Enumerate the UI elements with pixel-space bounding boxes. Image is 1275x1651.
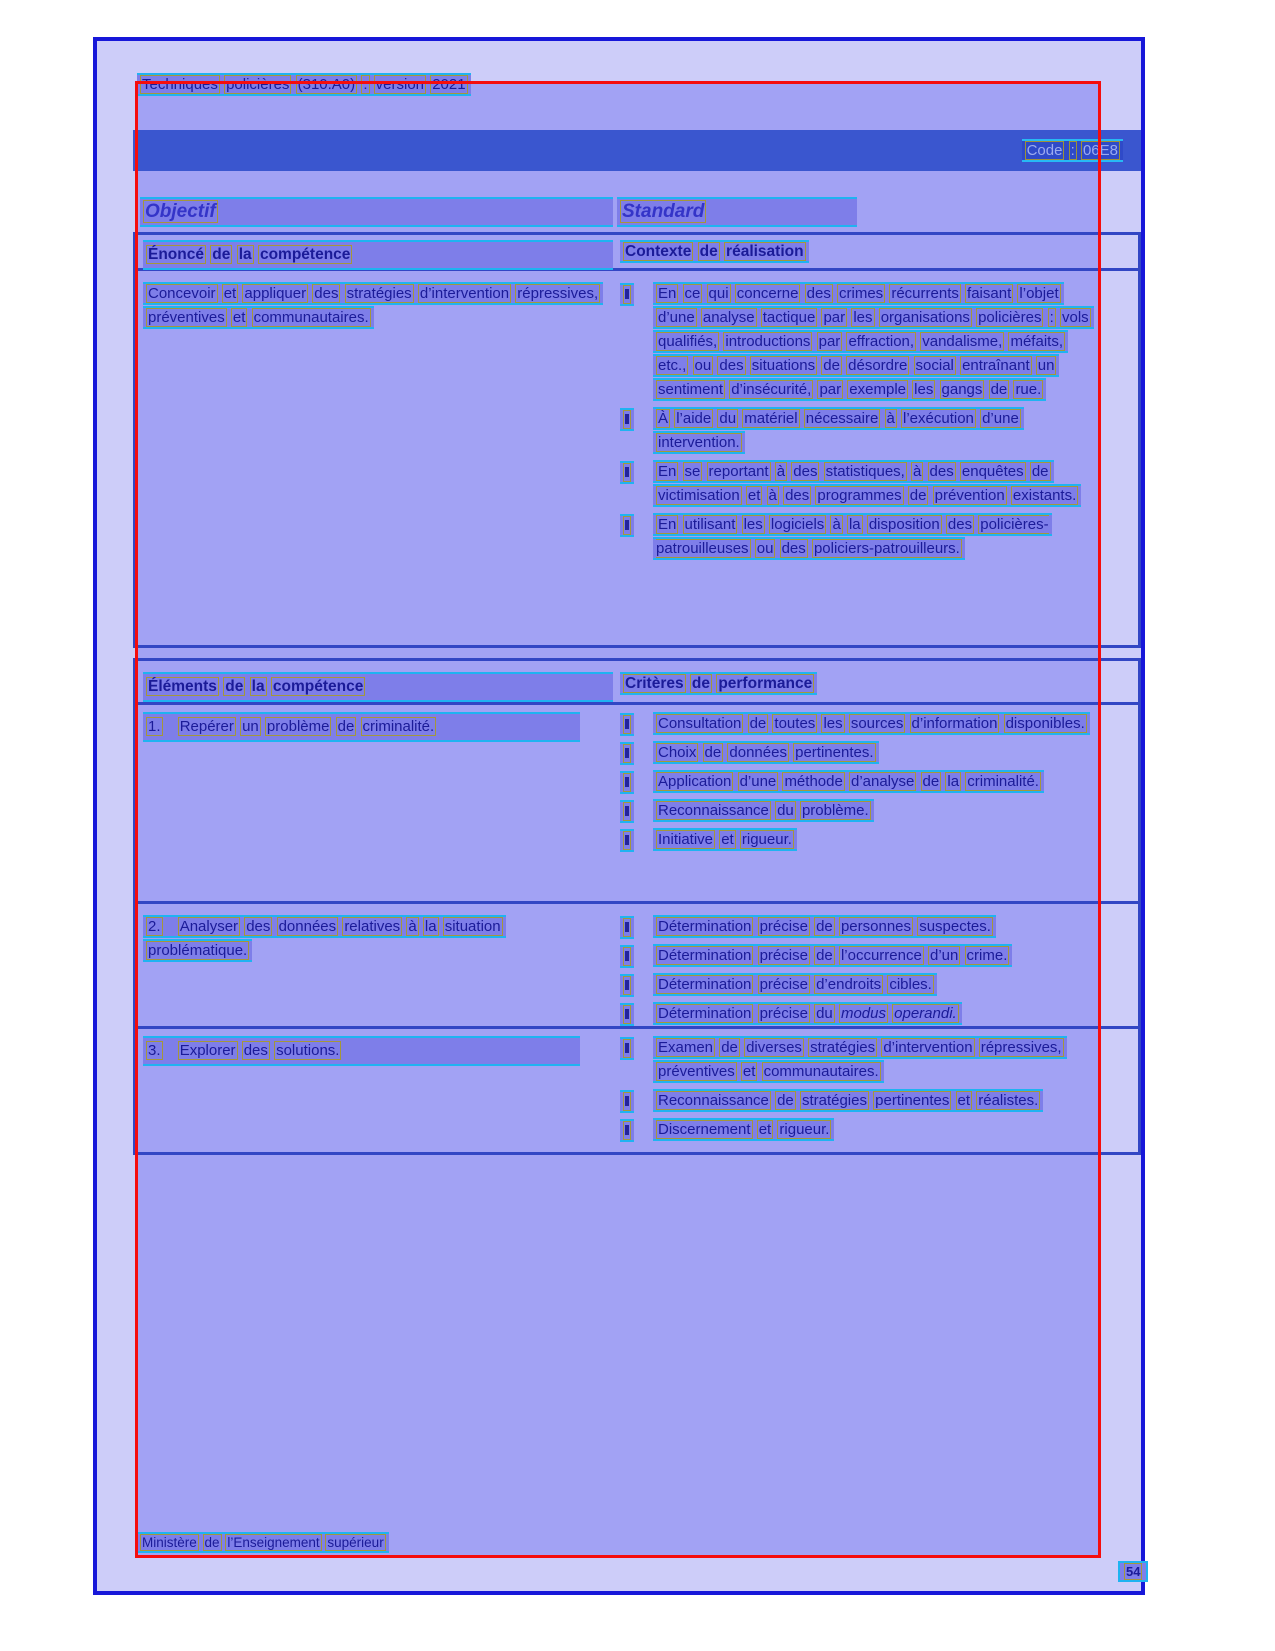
text-line-highlight xyxy=(653,973,937,996)
word-box: intervention. xyxy=(658,434,740,451)
word-box: se xyxy=(684,463,701,480)
element-2 xyxy=(143,904,611,963)
word-box: par xyxy=(818,333,841,350)
text-line-highlight xyxy=(143,240,613,270)
heading-objectif xyxy=(140,197,613,227)
word-box: et xyxy=(747,487,761,504)
item-number: 2. xyxy=(148,918,161,935)
word-box: stratégies xyxy=(810,1039,876,1056)
word-box: stratégies xyxy=(801,1092,867,1109)
word-box: de xyxy=(777,1092,794,1109)
word-box: Explorer xyxy=(179,1042,236,1059)
word-box: de xyxy=(749,715,767,732)
word-box: toutes xyxy=(774,715,816,732)
word-box: méfaits, xyxy=(1010,333,1063,350)
word-box: d’un xyxy=(930,947,959,964)
word-box: des xyxy=(947,516,973,533)
bullet-icon xyxy=(620,771,634,795)
word-box: sentiment xyxy=(658,381,724,398)
word-box: des xyxy=(793,463,818,480)
word-box: Analyser xyxy=(179,918,239,935)
word-box: crime. xyxy=(966,947,1008,964)
word-box: criminalité. xyxy=(967,773,1039,790)
bullet-icon xyxy=(620,713,634,737)
word-box: performance xyxy=(718,675,813,692)
bullet-item xyxy=(620,460,1095,508)
bullet-icon xyxy=(620,283,634,307)
word-box: la xyxy=(947,773,960,790)
word-box: qualifiés, xyxy=(658,333,718,350)
word-box: des xyxy=(246,918,271,935)
word-box: Contexte xyxy=(625,243,692,260)
text-line-highlight xyxy=(137,73,471,96)
word-box: à xyxy=(768,487,777,504)
word-box: concerne xyxy=(736,285,799,302)
word-box: stratégies xyxy=(346,285,412,302)
word-box: de xyxy=(816,918,833,935)
text-line-highlight xyxy=(143,672,613,702)
bullet-item xyxy=(620,770,1095,794)
word-box: répressives, xyxy=(517,285,599,302)
word-box: d’intervention xyxy=(419,285,510,302)
text-line-highlight xyxy=(653,712,1090,735)
word-box: de xyxy=(212,246,231,263)
word-box: les xyxy=(743,516,763,533)
word-box: enquêtes xyxy=(961,463,1024,480)
header-criteres xyxy=(620,672,817,696)
word-box: modus xyxy=(840,1005,886,1022)
word-box: rigueur. xyxy=(779,1121,830,1138)
word-box: compétence xyxy=(259,246,351,263)
word-box: un xyxy=(242,718,259,735)
word-box: supérieur xyxy=(327,1535,384,1550)
word-box: de xyxy=(922,773,940,790)
text-line-highlight xyxy=(653,513,1052,560)
bullet-item xyxy=(620,944,1095,968)
word-box: : xyxy=(363,76,368,93)
word-box: : xyxy=(1070,141,1075,159)
bullet-icon xyxy=(620,974,634,998)
item-number: 1. xyxy=(148,718,161,735)
word-box: ou xyxy=(756,540,774,557)
bullet-item xyxy=(620,407,1095,455)
word-box: du xyxy=(816,1005,833,1022)
word-box: de xyxy=(1031,463,1049,480)
word-box: analyse xyxy=(702,309,755,326)
criteria-3 xyxy=(620,1029,1095,1147)
word-box: exemple xyxy=(849,381,906,398)
text-line-highlight xyxy=(617,197,857,227)
word-box: entraînant xyxy=(962,357,1030,374)
table2-header-row xyxy=(136,661,1138,705)
word-box: à xyxy=(408,918,417,935)
bullet-icon xyxy=(620,1119,634,1143)
bullet-item xyxy=(620,1002,1095,1026)
word-box: Examen xyxy=(658,1039,714,1056)
text-line-highlight xyxy=(1022,139,1123,162)
word-box: données xyxy=(278,918,337,935)
table-row xyxy=(136,901,1138,1026)
word-box: Reconnaissance xyxy=(658,1092,769,1109)
text-line-highlight xyxy=(653,282,1094,401)
word-box: sources xyxy=(850,715,904,732)
word-box: réalistes. xyxy=(978,1092,1039,1109)
text-line-highlight xyxy=(653,741,879,764)
word-box: et xyxy=(223,285,237,302)
word-box: operandi. xyxy=(894,1005,957,1022)
word-box: utilisant xyxy=(684,516,736,533)
title-bar xyxy=(133,130,1141,171)
word-box: l’occurrence xyxy=(840,947,922,964)
word-box: 2021 xyxy=(432,76,466,93)
bullet-icon xyxy=(620,461,634,485)
word-box: de xyxy=(204,1535,220,1550)
word-box: et xyxy=(232,309,246,326)
bullet-item xyxy=(620,712,1095,736)
word-box: à xyxy=(776,463,786,480)
word-box: vols xyxy=(1061,309,1089,326)
word-box: disposition xyxy=(868,516,940,533)
word-box: policières-patrouilleuses xyxy=(656,516,1049,557)
text-line-highlight xyxy=(653,407,1024,454)
word-box: des xyxy=(806,285,831,302)
word-box: des xyxy=(785,487,810,504)
page-number xyxy=(1118,1560,1148,1584)
text-line-highlight xyxy=(653,799,874,822)
word-box: Application xyxy=(658,773,732,790)
bullet-item xyxy=(620,1118,1095,1142)
word-box: la xyxy=(238,246,252,263)
word-box: Énoncé xyxy=(148,246,204,263)
word-box: pertinentes. xyxy=(795,744,874,761)
word-box: du xyxy=(777,802,794,819)
word-box: diverses xyxy=(746,1039,802,1056)
word-box: à xyxy=(913,463,922,480)
word-box: reportant xyxy=(708,463,769,480)
word-box: d’intervention xyxy=(883,1039,973,1056)
criteria-1 xyxy=(620,705,1095,857)
word-box: et xyxy=(957,1092,971,1109)
word-box: situations xyxy=(751,357,816,374)
word-box: d’une xyxy=(658,309,695,326)
table-elements-criteres xyxy=(133,658,1141,1155)
word-box: suspectes. xyxy=(919,918,991,935)
word-box: Détermination xyxy=(658,947,752,964)
element-1 xyxy=(143,705,611,742)
word-box: du xyxy=(719,410,737,427)
text-line-highlight xyxy=(143,915,506,962)
word-box: l’aide xyxy=(676,410,712,427)
word-box: Éléments xyxy=(148,678,217,695)
word-box: désordre xyxy=(848,357,908,374)
word-box: 06E8 xyxy=(1082,141,1118,159)
word-box: Critères xyxy=(625,675,684,692)
text-line-highlight xyxy=(137,1532,389,1553)
word-box: d’une xyxy=(982,410,1019,427)
text-line-highlight xyxy=(143,712,580,742)
word-box: version xyxy=(375,76,425,93)
word-box: policiers-patrouilleurs. xyxy=(813,540,960,557)
doc-title xyxy=(137,73,471,97)
word-box: récurrents xyxy=(891,285,959,302)
bullet-icon xyxy=(620,1037,634,1061)
word-box: relatives xyxy=(344,918,401,935)
bullet-icon xyxy=(620,916,634,940)
word-box: précise xyxy=(759,1005,808,1022)
word-box: d’analyse xyxy=(850,773,915,790)
word-box: données xyxy=(729,744,787,761)
word-box: de xyxy=(337,718,355,735)
word-box: social xyxy=(915,357,954,374)
word-box: Détermination xyxy=(658,918,752,935)
word-box: problématique. xyxy=(148,942,248,959)
word-box: En xyxy=(658,516,677,533)
word-box: effraction, xyxy=(848,333,915,350)
table-enonce-contexte xyxy=(133,232,1141,648)
word-box: Initiative xyxy=(658,831,714,848)
word-box: ou xyxy=(694,357,712,374)
word-box: l’Enseignement xyxy=(227,1535,320,1550)
word-box: nécessaire xyxy=(805,410,879,427)
word-box: de xyxy=(704,744,722,761)
word-box: rue. xyxy=(1015,381,1042,398)
word-box: d’information xyxy=(911,715,998,732)
word-box: En xyxy=(658,285,677,302)
word-box: À xyxy=(658,410,669,427)
bullet-icon xyxy=(620,829,634,853)
word-box: policières xyxy=(978,309,1042,326)
bullet-icon xyxy=(620,800,634,824)
word-box: cibles. xyxy=(889,976,932,993)
header-contexte xyxy=(620,240,809,264)
bullet-icon xyxy=(620,1090,634,1114)
table-row xyxy=(136,1026,1138,1160)
word-box: méthode xyxy=(784,773,843,790)
word-box: personnes xyxy=(840,918,912,935)
word-box: à xyxy=(832,516,841,533)
word-box: situation xyxy=(444,918,501,935)
word-box: de xyxy=(990,381,1008,398)
word-box: pertinentes xyxy=(875,1092,950,1109)
word-box: un xyxy=(1037,357,1055,374)
word-box: la xyxy=(848,516,861,533)
word-box: introductions xyxy=(725,333,811,350)
word-box: par xyxy=(819,381,842,398)
competency-statement xyxy=(143,271,611,330)
word-box: matériel xyxy=(744,410,798,427)
bullet-item xyxy=(620,741,1095,765)
word-box: répressives, xyxy=(980,1039,1062,1056)
word-box: communautaires. xyxy=(763,1063,879,1080)
word-box: organisations xyxy=(880,309,970,326)
word-box: les xyxy=(853,309,873,326)
word-box: de xyxy=(823,357,840,374)
word-box: réalisation xyxy=(726,243,804,260)
word-box: problème. xyxy=(801,802,869,819)
header-enonce xyxy=(143,240,613,270)
footer-ministry xyxy=(137,1531,389,1555)
text-line-highlight xyxy=(653,828,797,851)
item-number: 3. xyxy=(148,1042,161,1059)
word-box: la xyxy=(251,678,265,695)
text-line-highlight xyxy=(653,1089,1043,1112)
word-box: Détermination xyxy=(658,976,752,993)
word-box: précise xyxy=(759,947,808,964)
word-box: Code xyxy=(1026,141,1063,159)
word-box: d’insécurité, xyxy=(731,381,812,398)
word-box: des xyxy=(929,463,954,480)
word-box: précise xyxy=(759,976,808,993)
text-line-highlight xyxy=(653,944,1012,967)
word-box: Ministère xyxy=(142,1535,197,1550)
word-box: de xyxy=(699,243,718,260)
bullet-item xyxy=(620,513,1095,561)
bullet-item xyxy=(620,799,1095,823)
word-box: de xyxy=(816,947,833,964)
word-box: et xyxy=(721,831,734,848)
word-box: programmes xyxy=(817,487,902,504)
word-box: l’objet xyxy=(1019,285,1059,302)
word-box: les xyxy=(823,715,843,732)
bullet-item xyxy=(620,282,1095,402)
word-box: logiciels xyxy=(770,516,825,533)
word-box: l’exécution xyxy=(903,410,974,427)
context-bullets xyxy=(620,271,1095,566)
text-line-highlight xyxy=(653,1002,962,1025)
word-box: Discernement xyxy=(658,1121,751,1138)
word-box: de xyxy=(691,675,710,692)
word-box: existants. xyxy=(1012,487,1077,504)
word-box: d’endroits xyxy=(816,976,882,993)
word-box: appliquer xyxy=(244,285,307,302)
word-box: Repérer xyxy=(179,718,234,735)
table1-header-row xyxy=(136,235,1138,271)
bullet-item xyxy=(620,973,1095,997)
word-box: criminalité. xyxy=(362,718,435,735)
word-box: communautaires. xyxy=(253,309,369,326)
text-line-highlight xyxy=(653,1118,834,1141)
word-box: compétence xyxy=(272,678,364,695)
word-box: victimisation xyxy=(658,487,740,504)
bullet-item xyxy=(620,915,1095,939)
bullet-icon xyxy=(620,408,634,432)
text-line-highlight xyxy=(620,240,809,263)
word-box: la xyxy=(424,918,437,935)
word-box: par xyxy=(823,309,846,326)
text-line-highlight xyxy=(653,460,1081,507)
word-box: Reconnaissance xyxy=(658,802,769,819)
word-box: de xyxy=(721,1039,738,1056)
text-line-highlight xyxy=(653,770,1044,793)
word-box: ce xyxy=(684,285,701,302)
word-box: En xyxy=(658,463,677,480)
word-box: rigueur. xyxy=(741,831,792,848)
bullet-item xyxy=(620,828,1095,852)
word-box: qui xyxy=(708,285,729,302)
word-box: d’une xyxy=(739,773,777,790)
word-box: et xyxy=(758,1121,772,1138)
word-box: etc., xyxy=(658,357,687,374)
word-box: problème xyxy=(266,718,330,735)
word-box: crimes xyxy=(839,285,884,302)
word-box: : xyxy=(1049,309,1054,326)
word-box: des xyxy=(781,540,806,557)
table-row xyxy=(136,705,1138,901)
text-line-highlight xyxy=(653,1036,1067,1083)
word-box: de xyxy=(909,487,927,504)
word-box: Objectif xyxy=(145,201,216,222)
heading-standard xyxy=(617,197,857,227)
word-box: 54 xyxy=(1126,1564,1141,1579)
word-box: policières xyxy=(226,76,290,93)
word-box: précise xyxy=(759,918,808,935)
word-box: tactique xyxy=(762,309,816,326)
word-box: prévention xyxy=(934,487,1005,504)
bullet-icon xyxy=(620,514,634,538)
word-box: statistiques, xyxy=(825,463,905,480)
word-box: Consultation xyxy=(658,715,742,732)
bullet-item xyxy=(620,1036,1095,1084)
word-box: à xyxy=(886,410,895,427)
bullet-item xyxy=(620,1089,1095,1113)
word-box: des xyxy=(243,1042,268,1059)
bullet-icon xyxy=(620,742,634,766)
word-box: Détermination xyxy=(658,1005,752,1022)
word-box: préventives xyxy=(658,1063,735,1080)
word-box: et xyxy=(742,1063,756,1080)
text-line-highlight xyxy=(143,1036,580,1066)
text-line-highlight xyxy=(653,915,996,938)
word-box: préventives xyxy=(148,309,225,326)
text-line-highlight xyxy=(140,197,613,227)
element-3 xyxy=(143,1029,611,1066)
header-elements xyxy=(143,672,613,702)
word-box: vandalisme, xyxy=(922,333,1003,350)
word-box: Choix xyxy=(658,744,697,761)
word-box: Standard xyxy=(622,201,705,222)
word-box: solutions. xyxy=(276,1042,340,1059)
text-line-highlight xyxy=(620,672,817,695)
text-line-highlight xyxy=(143,282,603,329)
word-box: les xyxy=(914,381,934,398)
code-field xyxy=(1022,139,1123,163)
word-box: (310.A0) xyxy=(297,76,356,93)
criteria-2 xyxy=(620,904,1095,1031)
word-box: gangs xyxy=(941,381,983,398)
word-box: Techniques xyxy=(142,76,218,93)
word-box: faisant xyxy=(967,285,1012,302)
word-box: disponibles. xyxy=(1005,715,1085,732)
bullet-icon xyxy=(620,1003,634,1027)
word-box: des xyxy=(314,285,339,302)
text-line-highlight xyxy=(1118,1561,1148,1582)
word-box: des xyxy=(719,357,744,374)
bullet-icon xyxy=(620,945,634,969)
word-box: Concevoir xyxy=(148,285,216,302)
word-box: de xyxy=(225,678,244,695)
